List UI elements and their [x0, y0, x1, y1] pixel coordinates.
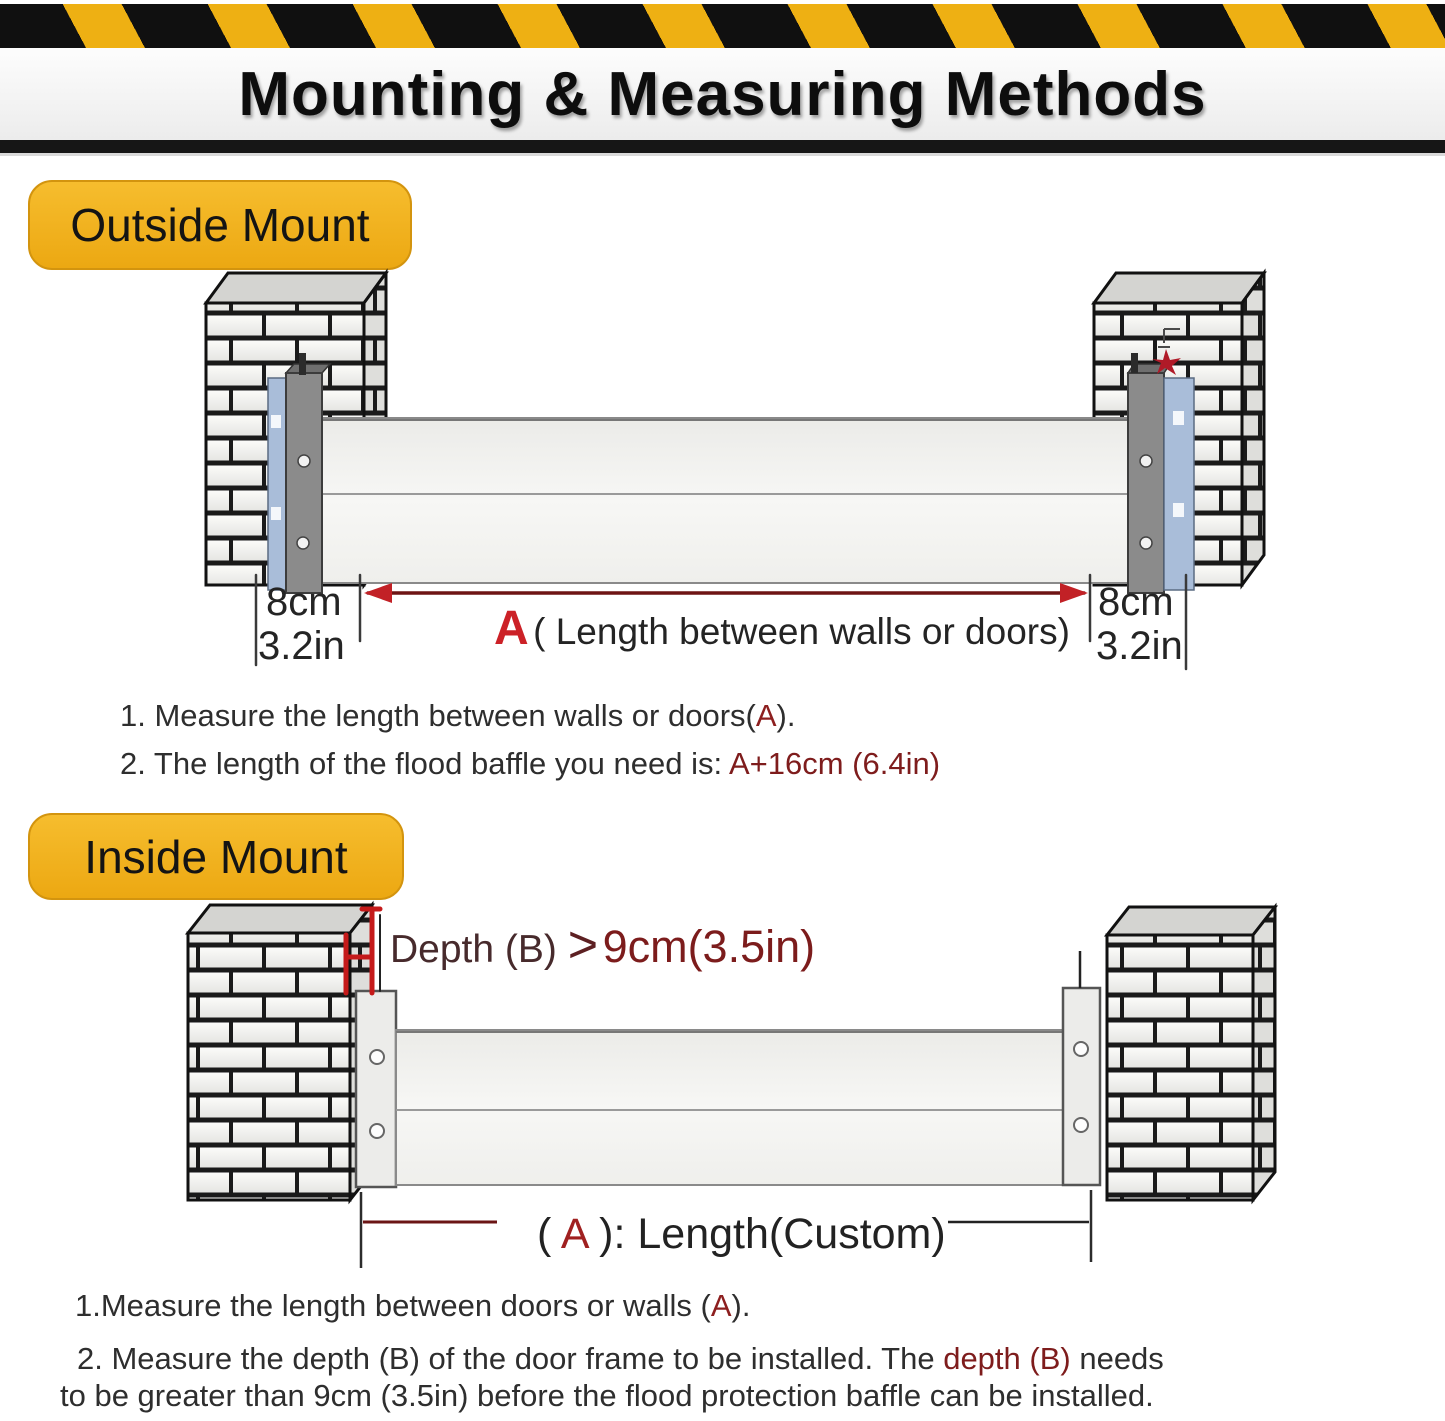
arrowhead-left — [364, 583, 392, 603]
left-inside-channel — [356, 991, 396, 1187]
screw — [298, 455, 310, 467]
length-custom-label: ( A ): Length(Custom) — [537, 1210, 946, 1258]
screw — [1140, 537, 1152, 549]
right-channel — [1128, 373, 1164, 593]
outside-mount-diagram — [0, 263, 1445, 688]
anchor-bolt — [299, 353, 306, 375]
arrowhead-right — [1060, 583, 1088, 603]
hazard-stripe-banner — [0, 4, 1445, 48]
left-mounting-assembly — [268, 353, 330, 593]
inside-step-2-line1: 2. Measure the depth (B) of the door frame to be installed. The depth (B) needs — [77, 1341, 1164, 1376]
outside-mount-label — [28, 180, 412, 270]
outside-step-2: 2. The length of the flood baffle you need is: A+16cm (6.4in) — [120, 746, 941, 781]
length-a-label: A ( Length between walls or doors) — [494, 602, 1070, 655]
depth-label: Depth (B) > 9cm(3.5in) — [390, 916, 816, 974]
screw — [1074, 1118, 1088, 1132]
outside-step-1: 1. Measure the length between walls or doors(A). — [120, 698, 796, 733]
page-title: Mounting & Measuring Methods — [238, 59, 1207, 129]
right-mounting-assembly — [1128, 349, 1194, 593]
flood-barrier-panel — [396, 1030, 1063, 1185]
outside-mount-label-text: Outside Mount — [70, 199, 370, 251]
screw — [297, 537, 309, 549]
right-inside-channel — [1063, 951, 1100, 1185]
inside-step-2-line2: to be greater than 9cm (3.5in) before the flood protection baffle can be installed. — [60, 1378, 1154, 1413]
dim-left-in: 3.2in — [258, 624, 345, 668]
screw — [1140, 455, 1152, 467]
dim-right-in: 3.2in — [1096, 624, 1183, 668]
screw — [370, 1050, 384, 1064]
right-brick-pillar — [1107, 907, 1275, 1200]
screw — [370, 1124, 384, 1138]
inside-dimension-annotation — [361, 1190, 1091, 1268]
left-seal-strip — [268, 378, 286, 590]
inside-step-1: 1.Measure the length between doors or walls (A). — [75, 1288, 751, 1323]
right-seal-strip — [1164, 378, 1194, 590]
inside-mount-diagram — [0, 895, 1445, 1277]
header-divider-bar — [0, 140, 1445, 156]
outside-dimension-annotation — [256, 575, 1186, 669]
dim-left-cm: 8cm — [266, 580, 342, 624]
inside-mount-label — [28, 813, 404, 900]
left-channel — [286, 373, 322, 593]
screw — [1074, 1042, 1088, 1056]
dim-right-cm: 8cm — [1098, 580, 1174, 624]
inside-mount-label-text: Inside Mount — [84, 830, 348, 883]
anchor-bolt — [1131, 353, 1138, 373]
flood-barrier-panel — [322, 418, 1128, 583]
title-band — [0, 48, 1445, 140]
